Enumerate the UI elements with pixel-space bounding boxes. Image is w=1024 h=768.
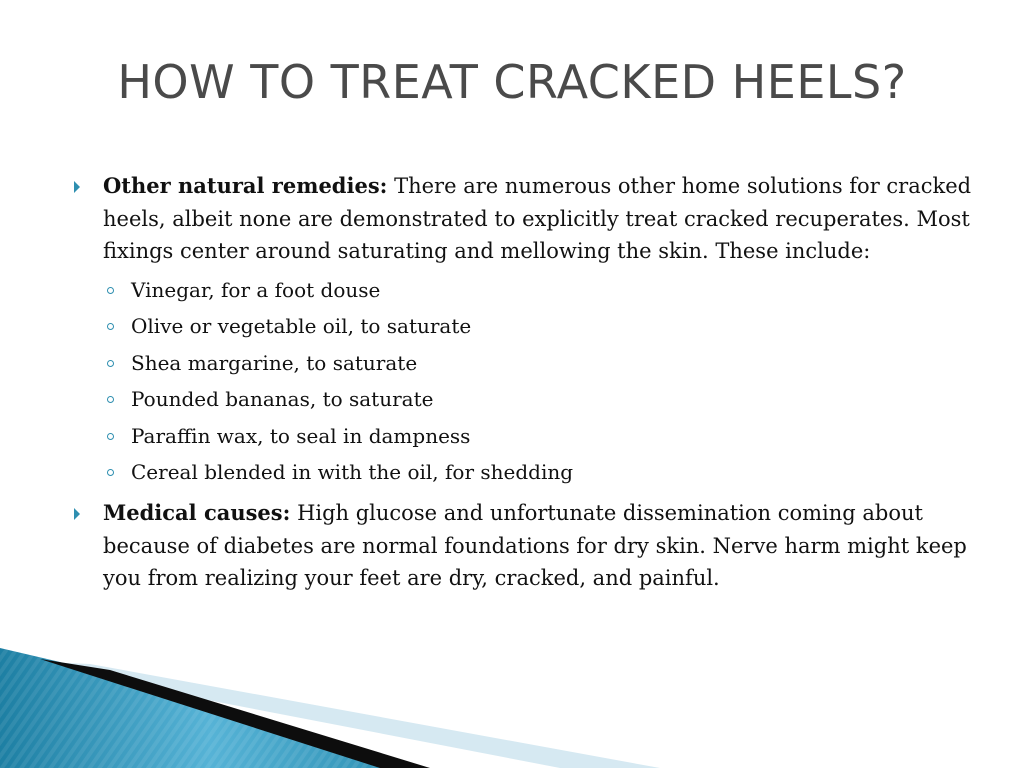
list-item bbox=[74, 418, 974, 455]
list-item bbox=[74, 345, 974, 382]
circle-bullet-icon bbox=[107, 396, 114, 403]
bullet-natural-remedies bbox=[74, 170, 974, 268]
list-item-text: Olive or vegetable oil, to saturate bbox=[131, 314, 472, 339]
list-item-text: Paraffin wax, to seal in dampness bbox=[131, 423, 471, 448]
list-item bbox=[74, 272, 974, 309]
circle-bullet-icon bbox=[107, 323, 114, 330]
list-item-text: Vinegar, for a foot douse bbox=[131, 277, 381, 302]
list-item bbox=[74, 381, 974, 418]
list-item bbox=[74, 454, 974, 491]
list-item bbox=[74, 308, 974, 345]
circle-bullet-icon bbox=[107, 469, 114, 476]
bullet-arrow-icon bbox=[74, 181, 80, 193]
slide-title: HOW TO TREAT CRACKED HEELS? bbox=[117, 55, 907, 109]
slide-content bbox=[74, 170, 974, 599]
circle-bullet-icon bbox=[107, 433, 114, 440]
bullet-text: High glucose and unfortunate dissemination coming about because of diabetes are normal foundations for dry skin. Nerve harm might keep you from realizing your feet are dry, cracked, and painful. bbox=[103, 501, 967, 591]
list-item-text: Shea margarine, to saturate bbox=[131, 350, 418, 375]
bullet-arrow-icon bbox=[74, 508, 80, 520]
remedies-list bbox=[74, 272, 974, 492]
circle-bullet-icon bbox=[107, 360, 114, 367]
bullet-heading: Medical causes: bbox=[103, 500, 291, 526]
bullet-text: There are numerous other home solutions for cracked heels, albeit none are demonstrated to explicitly treat cracked recuperates. Most fixings center around saturating and mellowing the skin. These include: bbox=[103, 174, 972, 263]
bullet-heading: Other natural remedies: bbox=[103, 173, 388, 198]
list-item-text: Cereal blended in with the oil, for shedding bbox=[131, 460, 574, 485]
list-item-text: Pounded bananas, to saturate bbox=[131, 387, 434, 412]
bullet-medical-causes bbox=[74, 497, 974, 595]
circle-bullet-icon bbox=[107, 287, 114, 294]
